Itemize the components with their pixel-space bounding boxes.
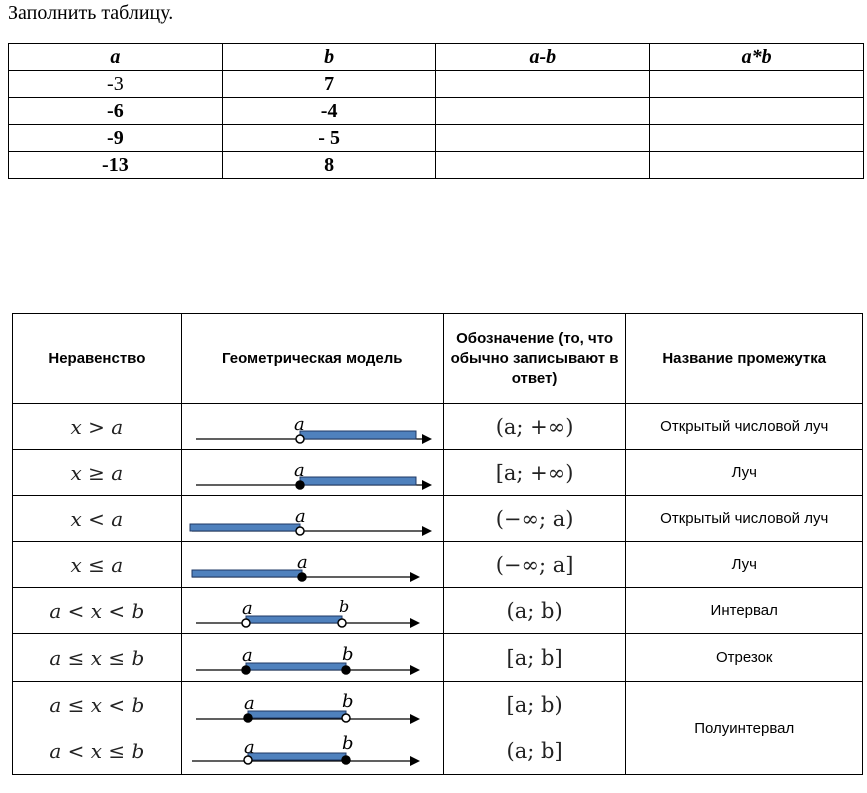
geometric-model (181, 542, 443, 588)
header-notation: Обозначение (то, что обычно записывают в ответ) (443, 314, 626, 404)
interval-bar (246, 616, 342, 623)
label-a: a (244, 693, 255, 714)
header-a: a (9, 44, 223, 71)
header-geometric-model: Геометрическая модель (181, 314, 443, 404)
closed-point-a (296, 481, 304, 489)
cell-a-times-b[interactable] (650, 98, 864, 125)
closed-point-b (342, 756, 350, 764)
inequality: x ≤ a (13, 542, 182, 588)
notation: [a; b) (506, 693, 563, 717)
label-b: b (341, 643, 354, 665)
number-line-diagram (182, 405, 442, 449)
closed-point-b (342, 666, 350, 674)
header-interval-name: Название промежутка (626, 314, 863, 404)
closed-point-a (242, 666, 250, 674)
cell-a-minus-b[interactable] (436, 125, 650, 152)
open-point-a (296, 527, 304, 535)
table-row (9, 152, 864, 179)
axis-arrow-icon (410, 572, 420, 582)
number-line-diagram (182, 451, 442, 495)
geometric-model (181, 404, 443, 450)
table-header-row (9, 44, 864, 71)
inequality: a ≤ x < b (49, 693, 145, 717)
number-line-diagram (182, 543, 442, 587)
inequality-pair (13, 682, 182, 775)
axis-arrow-icon (410, 756, 420, 766)
interval-row (13, 450, 863, 496)
inequality: a < x < b (13, 588, 182, 634)
closed-point-a (244, 714, 252, 722)
inequality: a < x ≤ b (49, 739, 145, 763)
label-a: a (296, 551, 308, 573)
geometric-model (182, 682, 443, 728)
cell-a: -9 (9, 125, 223, 152)
geometric-model (181, 450, 443, 496)
geometric-model (181, 634, 443, 682)
notation: (a; +∞) (443, 404, 626, 450)
cell-a: -13 (9, 152, 223, 179)
cell-a-times-b[interactable] (650, 152, 864, 179)
inequality: a ≤ x ≤ b (13, 634, 182, 682)
interval-name: Отрезок (626, 634, 863, 682)
number-line-diagram (182, 497, 442, 541)
interval-bar (300, 477, 416, 485)
number-line-diagram (182, 683, 442, 727)
number-line-diagram (182, 636, 442, 680)
geometric-model (182, 728, 443, 774)
interval-bar (248, 711, 346, 718)
label-b: b (342, 691, 354, 712)
table-row (9, 71, 864, 98)
closed-point-a (298, 573, 306, 581)
cell-a: -3 (9, 71, 223, 98)
label-a: a (244, 737, 255, 758)
open-point-b (338, 619, 346, 627)
header-a-times-b: a*b (650, 44, 864, 71)
header-b: b (222, 44, 436, 71)
interval-row (13, 634, 863, 682)
interval-name: Луч (626, 542, 863, 588)
cell-b: 7 (222, 71, 436, 98)
open-point-b (342, 714, 350, 722)
geometric-model (181, 496, 443, 542)
interval-row (13, 588, 863, 634)
label-a: a (294, 505, 306, 527)
cell-b: -4 (222, 98, 436, 125)
cell-a: -6 (9, 98, 223, 125)
table-row (9, 125, 864, 152)
label-b: b (338, 596, 349, 616)
interval-name: Полуинтервал (626, 682, 863, 775)
interval-name: Открытый числовой луч (626, 496, 863, 542)
open-point-a (296, 435, 304, 443)
intervals-table (12, 313, 863, 775)
notation: [a; +∞) (443, 450, 626, 496)
open-point-a (242, 619, 250, 627)
geometric-model-pair (181, 682, 443, 775)
interval-name: Открытый числовой луч (626, 404, 863, 450)
interval-bar (300, 431, 416, 439)
interval-bar (192, 570, 302, 577)
notation: (a; b) (443, 588, 626, 634)
cell-a-times-b[interactable] (650, 71, 864, 98)
notation: (−∞; a) (443, 496, 626, 542)
header-a-minus-b: a-b (436, 44, 650, 71)
notation: (a; b] (506, 739, 563, 763)
interval-bar (246, 663, 346, 670)
notation-pair (443, 682, 626, 775)
values-table (8, 43, 864, 179)
interval-name: Интервал (626, 588, 863, 634)
label-b: b (342, 733, 354, 754)
axis-arrow-icon (410, 665, 420, 675)
cell-b: - 5 (222, 125, 436, 152)
interval-row (13, 404, 863, 450)
cell-a-minus-b[interactable] (436, 152, 650, 179)
label-a: a (293, 413, 305, 435)
cell-b: 8 (222, 152, 436, 179)
interval-row (13, 496, 863, 542)
notation: [a; b] (443, 634, 626, 682)
label-a: a (241, 644, 253, 666)
task-title: Заполнить таблицу. (8, 2, 174, 24)
table-row (9, 98, 864, 125)
header-inequality: Неравенство (13, 314, 182, 404)
interval-name: Луч (626, 450, 863, 496)
interval-bar (248, 753, 346, 760)
intervals-header-row (13, 314, 863, 404)
cell-a-minus-b[interactable] (436, 71, 650, 98)
axis-arrow-icon (422, 480, 432, 490)
number-line-diagram (182, 729, 442, 773)
geometric-model (181, 588, 443, 634)
inequality: x < a (13, 496, 182, 542)
cell-a-minus-b[interactable] (436, 98, 650, 125)
axis-arrow-icon (410, 714, 420, 724)
axis-arrow-icon (410, 618, 420, 628)
interval-row (13, 542, 863, 588)
label-a: a (241, 597, 253, 619)
inequality: x > a (13, 404, 182, 450)
cell-a-times-b[interactable] (650, 125, 864, 152)
interval-bar (190, 524, 300, 531)
axis-arrow-icon (422, 434, 432, 444)
inequality: x ≥ a (13, 450, 182, 496)
notation: (−∞; a] (443, 542, 626, 588)
label-a: a (293, 459, 305, 481)
interval-row-group (13, 682, 863, 775)
axis-arrow-icon (422, 526, 432, 536)
number-line-diagram (182, 589, 442, 633)
